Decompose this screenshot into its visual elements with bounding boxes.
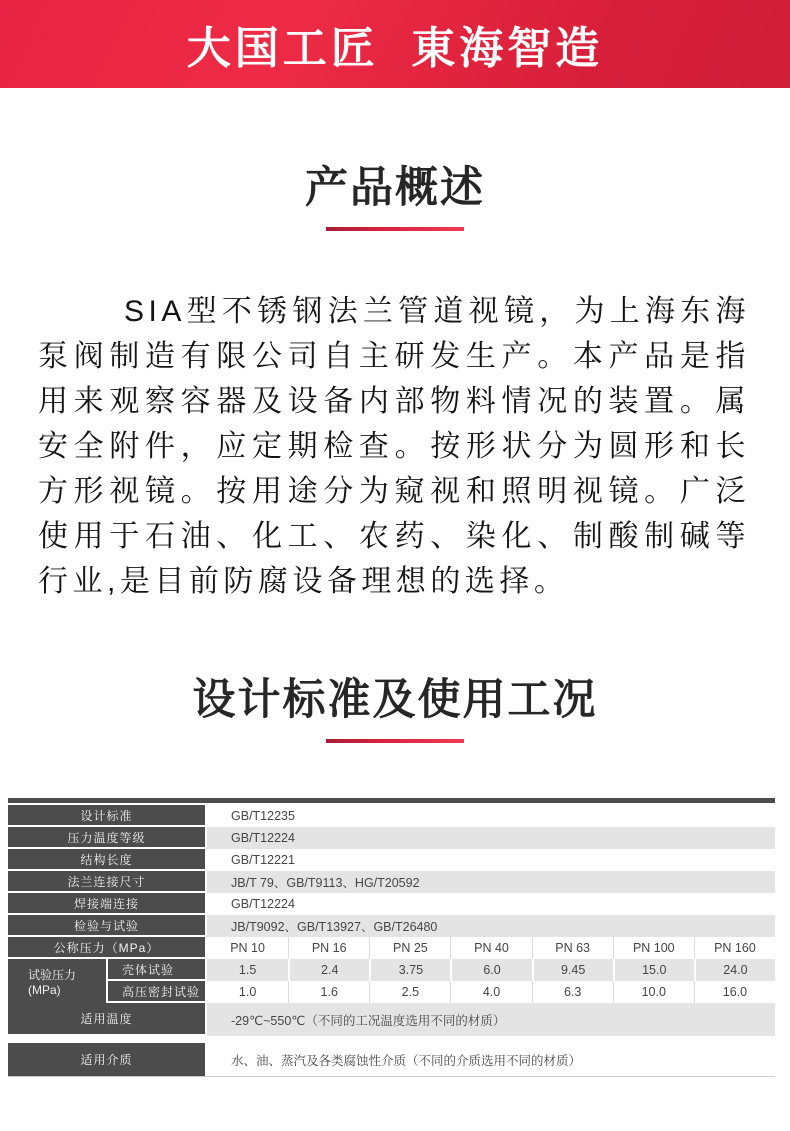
spec-table-wrap: [8, 798, 775, 1077]
table-row-design-standard: [8, 805, 775, 827]
pn-value: PN 10: [207, 937, 288, 959]
seal-test-value: 1.6: [288, 981, 369, 1003]
table-row-temperature: [8, 1003, 775, 1036]
pn-value: PN 40: [450, 937, 531, 959]
shell-test-value: 3.75: [369, 959, 450, 981]
shell-test-value: 2.4: [288, 959, 369, 981]
row-value: JB/T9092、GB/T13927、GB/T26480: [207, 915, 775, 937]
pn-value: PN 63: [532, 937, 613, 959]
overview-paragraph: SIA型不锈钢法兰管道视镜，为上海东海泵阀制造有限公司自主研发生产。本产品是指用来观察容器及设备内部物料情况的装置。属安全附件，应定期检查。按形状分为圆形和长方形视镜。按用途分为窥视和照明视镜。广泛使用于石油、化工、农药、染化、制酸制碱等行业,是目前防腐设备理想的选择。: [38, 295, 750, 598]
table-row-pressure-temp-class: [8, 827, 775, 849]
overview-section-head: [0, 162, 790, 231]
shell-test-value: 15.0: [613, 959, 694, 981]
overview-title-underline: [326, 227, 464, 231]
seal-test-value: 10.0: [613, 981, 694, 1003]
shell-test-label: 壳体试验: [108, 959, 207, 981]
pn-value: PN 100: [613, 937, 694, 959]
row-label: 法兰连接尺寸: [8, 871, 207, 893]
test-pressure-label: 试验压力(MPa): [8, 959, 108, 1003]
table-gap-row: [8, 1036, 775, 1043]
top-banner: [0, 0, 790, 88]
spec-table-top-border: [8, 798, 775, 803]
banner-title: 大国工匠 東海智造: [186, 24, 604, 73]
seal-test-value: 6.3: [532, 981, 613, 1003]
table-row-structure-length: [8, 849, 775, 871]
spec-table: [8, 805, 775, 1077]
row-value: JB/T 79、GB/T9113、HG/T20592: [207, 871, 775, 893]
seal-test-value: 1.0: [207, 981, 288, 1003]
row-label: 适用介质: [8, 1043, 207, 1076]
row-value: GB/T12221: [207, 849, 775, 871]
shell-test-value: 24.0: [694, 959, 775, 981]
overview-title: 产品概述: [305, 164, 485, 212]
seal-test-value: 4.0: [450, 981, 531, 1003]
row-value: GB/T12224: [207, 827, 775, 849]
shell-test-value: 9.45: [532, 959, 613, 981]
shell-test-value: 6.0: [450, 959, 531, 981]
shell-test-value: 1.5: [207, 959, 288, 981]
pn-value: PN 16: [288, 937, 369, 959]
row-label: 压力温度等级: [8, 827, 207, 849]
row-value: GB/T12235: [207, 805, 775, 827]
table-row-flange-dimensions: [8, 871, 775, 893]
table-row-inspection-test: [8, 915, 775, 937]
seal-test-label: 高压密封试验: [108, 981, 207, 1003]
pn-value: PN 25: [369, 937, 450, 959]
row-value: -29℃~550℃（不同的工况温度选用不同的材质）: [207, 1003, 775, 1036]
table-row-nominal-pressure: [8, 937, 775, 959]
table-row-media: [8, 1043, 775, 1076]
standards-title-underline: [326, 739, 464, 743]
row-label: 设计标准: [8, 805, 207, 827]
row-label: 公称压力（MPa）: [8, 937, 207, 959]
standards-title: 设计标准及使用工况: [192, 676, 598, 724]
standards-section-head: [0, 674, 790, 743]
seal-test-value: 16.0: [694, 981, 775, 1003]
row-label: 适用温度: [8, 1003, 207, 1036]
row-value: GB/T12224: [207, 893, 775, 915]
row-label: 检验与试验: [8, 915, 207, 937]
seal-test-value: 2.5: [369, 981, 450, 1003]
table-row-seal-test: [8, 981, 775, 1003]
table-row-shell-test: [8, 959, 775, 981]
table-row-weld-end-connection: [8, 893, 775, 915]
pn-value: PN 160: [694, 937, 775, 959]
row-label: 结构长度: [8, 849, 207, 871]
row-label: 焊接端连接: [8, 893, 207, 915]
row-value: 水、油、蒸汽及各类腐蚀性介质（不同的介质选用不同的材质）: [207, 1043, 775, 1076]
